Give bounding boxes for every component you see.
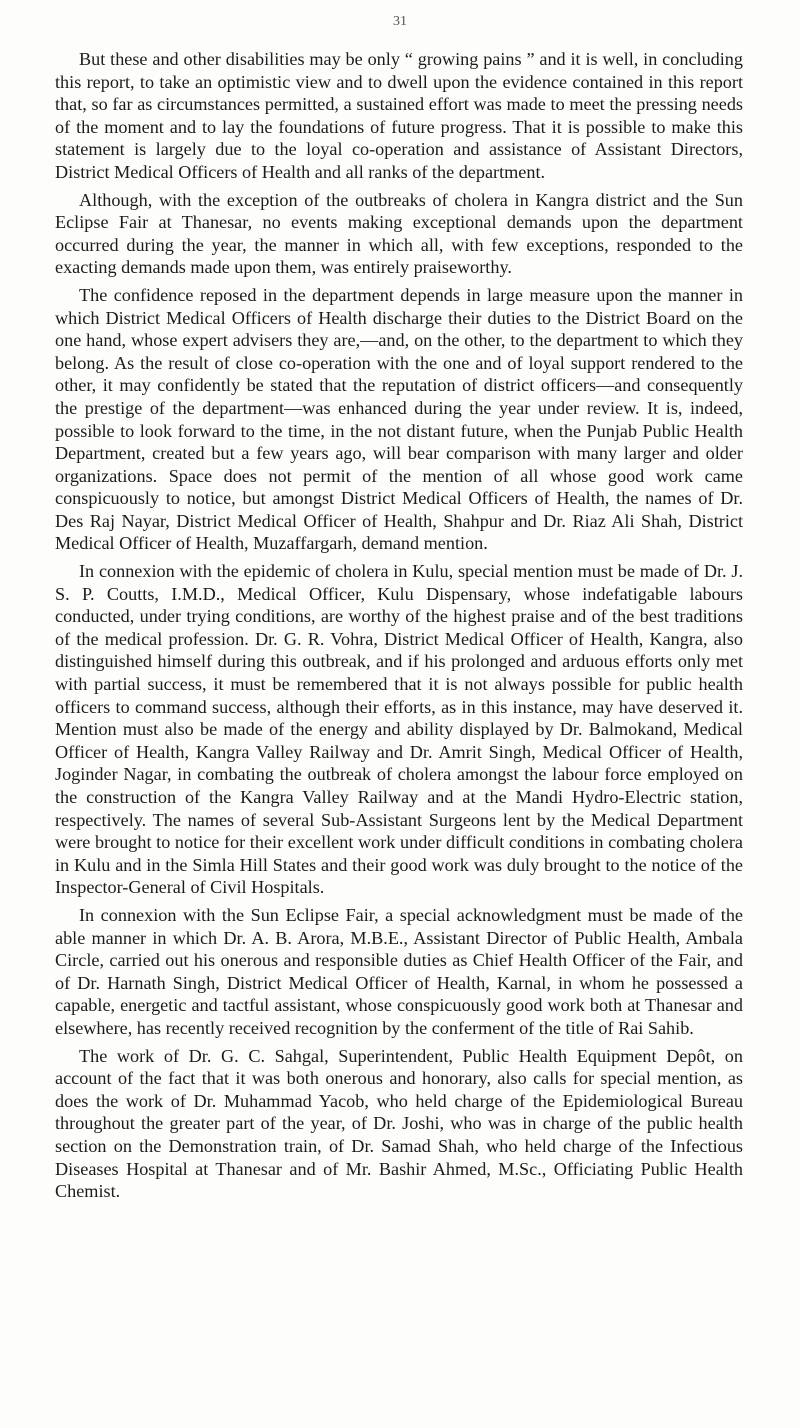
paragraph-sun-eclipse-fair: In connexion with the Sun Eclipse Fair, a special acknowledgment must be made of the able manner in which Dr. A. B. Arora, M.B.E., Assistant Director of Public Health, Ambala Circle, carried out his onerous and responsible duties as Chief Health Officer of the Fair, and of Dr. Harnath Singh, District Medical Officer of Health, Karnal, in whom he possessed a capable, energetic and tactful assistant, whose conspicuously good work both at Thanesar and elsewhere, has recently received recognition by the conferment of the title of Rai Sahib. (55, 904, 743, 1038)
paragraph-district-officers: The confidence reposed in the department depends in large measure upon the manner in which District Medical Officers of Health discharge their duties to the District Board on the one hand, whose expert advisers they are,—and, on the other, to the department to which they belong. As the result of close co-operation with the one and of loyal support rendered to the other, it may confidently be stated that the reputation of district officers—and consequently the prestige of the department—was enhanced during the year under review. It is, indeed, possible to look forward to the time, in the not distant future, when the Punjab Public Health Department, created but a few years ago, will bear comparison with many larger and older organizations. Space does not permit of the mention of all whose good work came conspicuously to notice, but amongst District Medical Officers of Health, the names of Dr. Des Raj Nayar, District Medical Officer of Health, Shahpur and Dr. Riaz Ali Shah, District Medical Officer of Health, Muzaffargarh, demand mention. (55, 284, 743, 554)
paragraph-growing-pains: But these and other disabilities may be only “ growing pains ” and it is well, in concluding this report, to take an optimistic view and to dwell upon the evidence contained in this report that, so far as circumstances permitted, a sustained effort was made to meet the pressing needs of the moment and to lay the foundations of future progress. That it is possible to make this statement is largely due to the loyal co-operation and assistance of Assistant Directors, District Medical Officers of Health and all ranks of the department. (55, 49, 743, 182)
paragraph-exceptional-demands: Although, with the exception of the outbreaks of cholera in Kangra district and the Sun Eclipse Fair at Thanesar, no events making exceptional demands upon the department occurred during the year, the manner in which all, with few exceptions, responded to the exacting demands made upon them, was entirely praiseworthy. (55, 189, 743, 278)
page-number: 31 (393, 14, 407, 29)
paragraph-special-mention: The work of Dr. G. C. Sahgal, Superintendent, Public Health Equipment Depôt, on account of the fact that it was both onerous and honorary, also calls for special mention, as does the work of Dr. Muhammad Yacob, who held charge of the Epidemiological Bureau throughout the greater part of the year, of Dr. Joshi, who was in charge of the public health section on the Demonstration train, of Dr. Samad Shah, who held charge of the Infectious Diseases Hospital at Thanesar and of Mr. Bashir Ahmed, M.Sc., Officiating Public Health Chemist. (55, 1045, 743, 1202)
paragraph-cholera-kulu: In connexion with the epidemic of cholera in Kulu, special mention must be made of Dr. J. S. P. Coutts, I.M.D., Medical Officer, Kulu Dispensary, whose indefatigable labours conducted, under trying conditions, are worthy of the highest praise and of the best traditions of the medical profession. Dr. G. R. Vohra, District Medical Officer of Health, Kangra, also distinguished himself during this outbreak, and if his prolonged and arduous efforts only met with partial success, it must be remembered that it is not always possible for public health officers to command success, although their efforts, as in this instance, may have deserved it. Mention must also be made of the energy and ability displayed by Dr. Balmokand, Medical Officer of Health, Kangra Valley Railway and Dr. Amrit Singh, Medical Officer of Health, Joginder Nagar, in combating the outbreak of cholera amongst the labour force employed on the construction of the Kangra Valley Railway and at the Mandi Hydro-Electric station, respectively. The names of several Sub-Assistant Surgeons lent by the Medical Department were brought to notice for their excellent work under difficult conditions in combating cholera in Kulu and in the Simla Hill States and their good work was duly brought to the notice of the Inspector-General of Civil Hospitals. (55, 561, 743, 898)
report-body (55, 48, 743, 1203)
